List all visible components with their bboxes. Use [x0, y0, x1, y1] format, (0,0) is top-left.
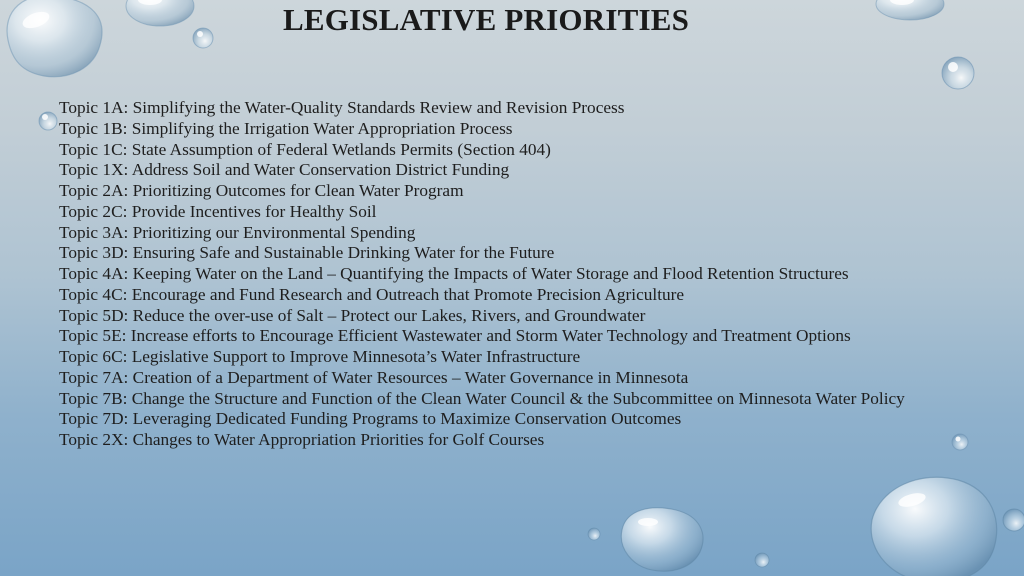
topic-item: Topic 4C: Encourage and Fund Research and Outreach that Promote Precision Agriculture	[59, 284, 685, 304]
topic-item: Topic 5E: Increase efforts to Encourage Efficient Wastewater and Storm Water Technology and Treatment Options	[59, 326, 851, 346]
topic-item: Topic 7D: Leveraging Dedicated Funding Programs to Maximize Conservation Outcomes	[59, 409, 682, 429]
topic-item: Topic 1X: Address Soil and Water Conservation District Funding	[59, 160, 510, 180]
topic-item: Topic 1B: Simplifying the Irrigation Water Appropriation Process	[59, 118, 513, 138]
droplet-right-small	[952, 434, 968, 450]
topic-item: Topic 5D: Reduce the over-use of Salt – Protect our Lakes, Rivers, and Groundwater	[59, 305, 646, 325]
topic-item: Topic 4A: Keeping Water on the Land – Quantifying the Impacts of Water Storage and Flood Retention Structures	[59, 264, 849, 283]
droplet-right-medium	[942, 57, 974, 89]
topic-item: Topic 2C: Provide Incentives for Healthy Soil	[59, 201, 377, 221]
topic-item: Topic 7B: Change the Structure and Function of the Clean Water Council & the Subcommittee on Minnesota Water Policy	[59, 388, 905, 408]
topic-item: Topic 1C: State Assumption of Federal Wetlands Permits (Section 404)	[59, 139, 551, 159]
topic-item: Topic 3A: Prioritizing our Environmental Spending	[59, 222, 416, 242]
topics-list	[59, 98, 919, 451]
slide-title: LEGISLATIVE PRIORITIES	[282, 2, 690, 37]
topic-item: Topic 2X: Changes to Water Appropriation Priorities for Golf Courses	[59, 430, 545, 449]
topic-item: Topic 7A: Creation of a Department of Water Resources – Water Governance in Minnesota	[59, 367, 689, 387]
droplet-small-left	[39, 112, 57, 130]
topic-item: Topic 3D: Ensuring Safe and Sustainable Drinking Water for the Future	[59, 243, 555, 263]
topic-item: Topic 2A: Prioritizing Outcomes for Clean Water Program	[59, 181, 464, 200]
topic-item: Topic 1A: Simplifying the Water-Quality Standards Review and Revision Process	[59, 98, 625, 117]
droplet-bottom-right-small	[1003, 509, 1024, 531]
droplet-bottom-right-large	[871, 477, 996, 576]
droplet-bottom-center	[621, 508, 703, 571]
topic-item: Topic 6C: Legislative Support to Improve Minnesota’s Water Infrastructure	[59, 347, 581, 366]
